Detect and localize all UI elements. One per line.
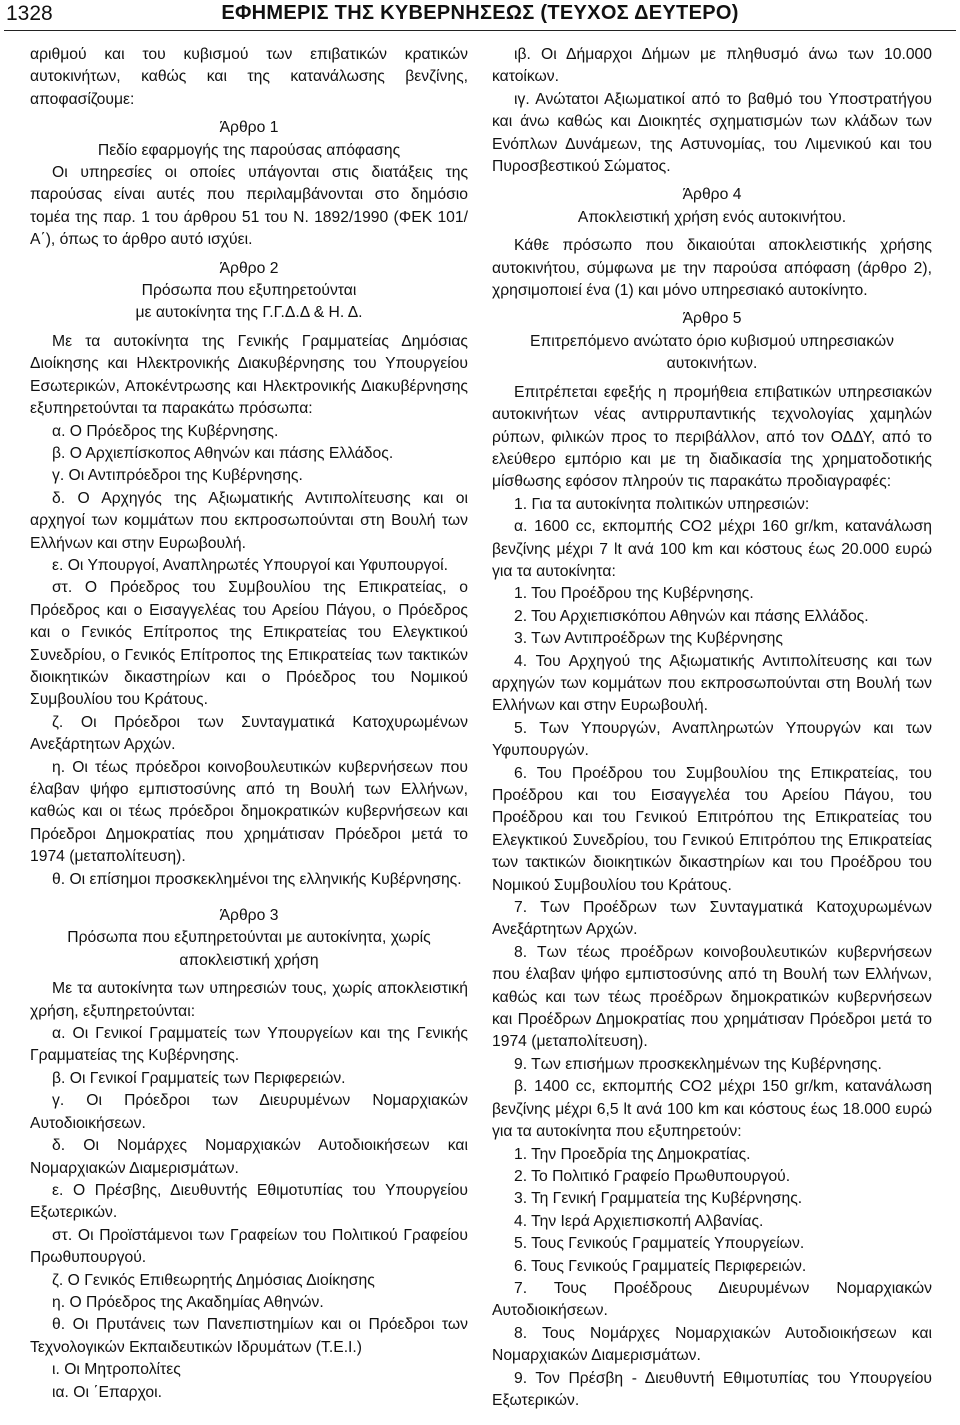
- paragraph: Επιτρέπεται εφεξής η προμήθεια επιβατικών υπηρεσιακών αυτοκινήτων νέας αντιρρυπαντικής τεχνολογίας χαμηλών ρύπων, φιλικών προς το περιβάλλον, από τον ΟΔΔΥ, από το ελεύθερο εμπόριο και με τη διαδικασία της χρηματοδοτικής μίσθωσης εφόσον πληρούν τις παρακάτω προδιαγραφές:: [492, 383, 932, 491]
- article-heading: Άρθρο 3: [219, 907, 279, 925]
- paragraph: 9. Τον Πρέσβη - Διευθυντή Εθιμοτυπίας του Υπουργείου Εξωτερικών.: [492, 1369, 932, 1409]
- paragraph: ια. Οι ΄Επαρχοι.: [52, 1383, 162, 1401]
- article-heading: Άρθρο 1: [219, 119, 279, 137]
- article-heading: με αυτοκίνητα της Γ.Γ.Δ.Δ & Η. Δ.: [135, 304, 363, 322]
- paragraph: Κάθε πρόσωπο που δικαιούται αποκλειστικής χρήσης αυτοκινήτου, σύμφωνα με την παρούσα απόφαση (άρθρο 2), χρησιμοποιεί ένα (1) και μόνο υπηρεσιακό αυτοκίνητο.: [492, 237, 932, 300]
- paragraph: β. 1400 cc, εκπομπής CO2 μέχρι 150 gr/km, κατανάλωση βενζίνης μέχρι 6,5 lt ανά 100 km και κόστους έως 18.000 ευρώ για τα αυτοκίνητα που εξυπηρετούν:: [492, 1078, 932, 1141]
- paragraph: α. Οι Γενικοί Γραμματείς των Υπουργείων και της Γενικής Γραμματείας της Κυβέρνησης.: [30, 1025, 468, 1065]
- paragraph: Με τα αυτοκίνητα της Γενικής Γραμματείας Δημόσιας Διοίκησης και Ηλεκτρονικής Διακυβέρνησης του Υπουργείου Εσωτερικών, Αποκέντρωσης και Ηλεκτρονικής Διακυβέρνησης εξυπηρετούνται τα παρακάτω πρόσωπα:: [30, 332, 468, 418]
- paragraph: 2. Του Αρχιεπισκόπου Αθηνών και πάσης Ελλάδος.: [514, 607, 869, 625]
- paragraph: 5. Των Υπουργών, Αναπληρωτών Υπουργών και των Υφυπουργών.: [492, 719, 932, 760]
- article-heading: Άρθρο 5: [682, 310, 742, 328]
- right-column: [492, 44, 932, 1412]
- paragraph: 7. Των Προέδρων των Συνταγματικά Κατοχυρωμένων Ανεξάρτητων Αρχών.: [492, 899, 932, 939]
- article-heading: Πεδίο εφαρμογής της παρούσας απόφασης: [97, 141, 401, 159]
- article-heading: Πρόσωπα που εξυπηρετούνται: [141, 282, 357, 300]
- paragraph: ι. Οι Μητροπολίτες: [52, 1361, 181, 1379]
- paragraph: η. Ο Πρόεδρος της Ακαδημίας Αθηνών.: [52, 1293, 324, 1311]
- header-rule: [4, 30, 956, 31]
- page-header: [0, 0, 960, 30]
- paragraph: αριθμού και του κυβισμού των επιβατικών κρατικών αυτοκινήτων, καθώς και της κατανάλωσης βενζίνης, αποφασίζουμε:: [30, 46, 468, 108]
- left-column: [30, 44, 468, 1404]
- article-heading: Επιτρεπόμενο ανώτατο όριο κυβισμού υπηρεσιακών αυτοκινήτων.: [530, 332, 894, 373]
- journal-title: ΕΦΗΜΕΡΙΣ ΤΗΣ ΚΥΒΕΡΝΗΣΕΩΣ (ΤΕΥΧΟΣ ΔΕΥΤΕΡΟ): [221, 2, 739, 24]
- paragraph: Με τα αυτοκίνητα των υπηρεσιών τους, χωρίς αποκλειστική χρήση, εξυπηρετούνται:: [30, 980, 468, 1020]
- paragraph: 2. Το Πολιτικό Γραφείο Πρωθυπουργού.: [514, 1167, 791, 1185]
- paragraph: 6. Του Προέδρου του Συμβουλίου της Επικρατείας, του Προέδρου και του Εισαγγελέα του Αρείου Πάγου, του Προέδρου και του Γενικού Επιτρόπου της Επικρατείας του Ελεγκτικού Συνεδρίου, του Γενικού Επιτρόπου της Επικρατείας των τακτικών διοικητικών δικαστηρίων και του Προέδρου του Νομικού Συμβουλίου του Κράτους.: [492, 764, 932, 894]
- paragraph: στ. Οι Προϊστάμενοι των Γραφείων του Πολιτικού Γραφείου Πρωθυπουργού.: [30, 1226, 468, 1267]
- paragraph: ιγ. Ανώτατοι Αξιωματικοί από το βαθμό του Υποστρατήγου και άνω καθώς και Διοικητές σχηματισμών των κλάδων των Ενόπλων Δυνάμεων, της Αστυνομίας, του Λιμενικού και του Πυροσβεστικού Σώματος.: [492, 90, 932, 176]
- article-heading: Άρθρο 2: [219, 259, 279, 277]
- paragraph: 9. Των επισήμων προσκεκλημένων της Κυβέρνησης.: [514, 1055, 882, 1073]
- paragraph: ε. Ο Πρέσβης, Διευθυντής Εθιμοτυπίας του Υπουργείου Εξωτερικών.: [30, 1181, 468, 1222]
- paragraph: 6. Τους Γενικούς Γραμματείς Περιφερειών.: [514, 1257, 807, 1275]
- paragraph: γ. Οι Πρόεδροι των Διευρυμένων Νομαρχιακών Αυτοδιοικήσεων.: [30, 1092, 468, 1132]
- paragraph: 1. Για τα αυτοκίνητα πολιτικών υπηρεσιών:: [514, 495, 810, 513]
- paragraph: θ. Οι επίσημοι προσκεκλημένοι της ελληνικής Κυβέρνησης.: [52, 870, 462, 888]
- paragraph: ε. Οι Υπουργοί, Αναπληρωτές Υπουργοί και Υφυπουργοί.: [52, 556, 448, 574]
- paragraph: 1. Την Προεδρία της Δημοκρατίας.: [514, 1145, 751, 1163]
- paragraph: α. Ο Πρόεδρος της Κυβέρνησης.: [52, 422, 279, 440]
- paragraph: 4. Την Ιερά Αρχιεπισκοπή Αλβανίας.: [514, 1212, 764, 1230]
- paragraph: 4. Του Αρχηγού της Αξιωματικής Αντιπολίτευσης και των αρχηγών των κομμάτων που εκπροσωπούνται στη Βουλή των Ελλήνων και στην Ευρωβουλή.: [492, 652, 932, 715]
- paragraph: η. Οι τέως πρόεδροι κοινοβουλευτικών κυβερνήσεων που έλαβαν ψήφο εμπιστοσύνης από τη Βουλή των Ελλήνων, καθώς και οι τέως πρόεδροι δημοκρατικών κυβερνήσεων και Πρόεδροι Δημοκρατίας που χρημάτισαν Πρόεδροι μετά το 1974 (μεταπολίτευση).: [30, 758, 468, 866]
- page-number: 1328: [6, 2, 53, 25]
- paragraph: ζ. Οι Πρόεδροι των Συνταγματικά Κατοχυρωμένων Ανεξάρτητων Αρχών.: [30, 713, 468, 754]
- paragraph: 1. Του Προέδρου της Κυβέρνησης.: [514, 585, 754, 603]
- article-heading: Αποκλειστική χρήση ενός αυτοκινήτου.: [577, 208, 847, 226]
- paragraph: 3. Των Αντιπροέδρων της Κυβέρνησης: [514, 630, 783, 648]
- paragraph: στ. Ο Πρόεδρος του Συμβουλίου της Επικρατείας, ο Πρόεδρος και ο Εισαγγελέας του Αρείου Πάγου, ο Πρόεδρος και ο Γενικός Επίτροπος της Επικρατείας του Ελεγκτικού Συνεδρίου, ο Γενικός Επίτροπος της Επικρατείας των τακτικών διοικητικών δικαστηρίων και ο Πρόεδρος του Νομικού Συμβουλίου του Κράτους.: [30, 579, 468, 709]
- paragraph: 7. Τους Προέδρους Διευρυμένων Νομαρχιακών Αυτοδιοικήσεων.: [492, 1279, 932, 1320]
- paragraph: δ. Οι Νομάρχες Νομαρχιακών Αυτοδιοικήσεων και Νομαρχιακών Διαμερισμάτων.: [30, 1137, 468, 1177]
- paragraph: Οι υπηρεσίες οι οποίες υπάγονται στις διατάξεις της παρούσας είναι αυτές που περιλαμβάνονται στο δημόσιο τομέα της παρ. 1 του άρθρου 51 του Ν. 1892/1990 (ΦΕΚ 101/Α΄), όπως το άρθρο αυτό ισχύει.: [30, 164, 468, 249]
- paragraph: γ. Οι Αντιπρόεδροι της Κυβέρνησης.: [52, 467, 303, 485]
- paragraph: 5. Τους Γενικούς Γραμματείς Υπουργείων.: [514, 1235, 805, 1253]
- paragraph: ιβ. Οι Δήμαρχοι Δήμων με πληθυσμό άνω των 10.000 κατοίκων.: [492, 46, 932, 86]
- paragraph: 8. Τους Νομάρχες Νομαρχιακών Αυτοδιοικήσεων και Νομαρχιακών Διαμερισμάτων.: [492, 1324, 932, 1365]
- article-heading: Πρόσωπα που εξυπηρετούνται με αυτοκίνητα, χωρίς αποκλειστική χρήση: [67, 929, 431, 969]
- paragraph: 3. Τη Γενική Γραμματεία της Κυβέρνησης.: [514, 1190, 803, 1208]
- paragraph: δ. Ο Αρχηγός της Αξιωματικής Αντιπολίτευσης και οι αρχηγοί των κομμάτων που εκπροσωπούνται στη Βουλή των Ελλήνων και στην Ευρωβουλή.: [30, 489, 468, 552]
- paragraph: 8. Των τέως προέδρων κοινοβουλευτικών κυβερνήσεων που έλαβαν ψήφο εμπιστοσύνης από τη Βουλή των Ελλήνων, καθώς και των τέως προέδρων δημοκρατικών κυβερνήσεων και Προέδρων Δημοκρατίας που χρημάτισαν Πρόεδροι μετά το 1974 (μεταπολίτευση).: [492, 943, 932, 1051]
- paragraph: ζ. Ο Γενικός Επιθεωρητής Δημόσιας Διοίκησης: [52, 1271, 375, 1289]
- paragraph: θ. Οι Πρυτάνεις των Πανεπιστημίων και οι Πρόεδροι των Τεχνολογικών Εκπαιδευτικών Ιδρυμάτων (Τ.Ε.Ι.): [30, 1316, 468, 1356]
- paragraph: β. Οι Γενικοί Γραμματείς των Περιφερειών.: [52, 1069, 346, 1087]
- paragraph: α. 1600 cc, εκπομπής CO2 μέχρι 160 gr/km, κατανάλωση βενζίνης μέχρι 7 lt ανά 100 km και κόστους έως 20.000 ευρώ για τα αυτοκίνητα:: [492, 518, 932, 580]
- article-heading: Άρθρο 4: [682, 186, 742, 204]
- paragraph: β. Ο Αρχιεπίσκοπος Αθηνών και πάσης Ελλάδος.: [52, 444, 394, 462]
